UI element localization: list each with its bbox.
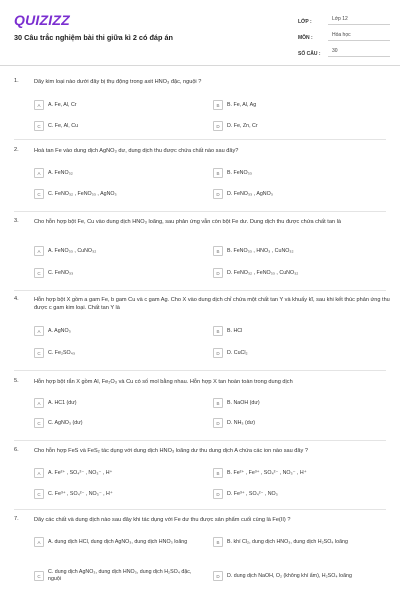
option-text: B. FeNO₃₃ , HNO₃ , CuNO₃₂	[227, 247, 294, 254]
option-text: B. Fe, Al, Ag	[227, 101, 257, 108]
option-letter-box: B	[213, 100, 223, 110]
question-stem: Dãy các chất và dung dịch nào sau đây khi tác dụng với Fe dư thu được sản phẩm cuối cùng là Fe(II) ?	[34, 517, 291, 523]
question-divider	[14, 139, 386, 140]
question-divider	[14, 509, 386, 510]
option-text: A. AgNO₃	[48, 327, 71, 334]
option-b[interactable]	[213, 466, 383, 480]
option-text: C. FeNO₃₂ , FeNO₃₃ , AgNO₃	[48, 190, 117, 197]
option-letter-box: B	[213, 168, 223, 178]
option-letter-box: A	[34, 246, 44, 256]
option-letter-box: B	[213, 246, 223, 256]
option-text: B. khí Cl₂, dung dịch HNO₃, dung dịch H₂SO₄ loãng	[227, 538, 348, 545]
option-a[interactable]	[34, 324, 204, 338]
option-text: D. Fe³⁺ , SO₄²⁻ , NO₃	[227, 490, 278, 497]
option-text: C. Fe, Al, Cu	[48, 122, 79, 129]
option-letter-box: D	[213, 571, 223, 581]
question-stem: Cho hỗn hợp bột Fe, Cu vào dung dịch HNO₃ loãng, sau phản ứng vẫn còn bột Fe dư. Dung dịch thu được chứa chất tan là	[34, 219, 341, 225]
meta-value: Hóa học	[328, 32, 390, 41]
option-letter-box: A	[34, 168, 44, 178]
option-letter-box: B	[213, 537, 223, 547]
option-letter-box: C	[34, 121, 44, 131]
option-letter-box: D	[213, 348, 223, 358]
option-letter-box: A	[34, 398, 44, 408]
option-c[interactable]	[34, 346, 204, 360]
option-text: D. Fe, Zn, Cr	[227, 122, 258, 129]
option-letter-box: A	[34, 326, 44, 336]
option-text: C. Fe³⁺ , SO₄²⁻ , NO₃⁻ , H⁺	[48, 490, 113, 497]
option-d[interactable]	[213, 187, 383, 201]
option-d[interactable]	[213, 266, 383, 280]
question-number: 6.	[14, 447, 19, 453]
option-text: B. FeNO₃₃	[227, 169, 252, 176]
option-a[interactable]	[34, 98, 204, 112]
option-c[interactable]	[34, 416, 204, 430]
meta-value: 30	[328, 48, 390, 57]
option-c[interactable]	[34, 187, 204, 201]
question-number: 5.	[14, 378, 19, 384]
option-c[interactable]	[34, 566, 204, 586]
option-d[interactable]	[213, 416, 383, 430]
option-letter-box: A	[34, 537, 44, 547]
question-divider	[14, 211, 386, 212]
meta-value: Lớp 12	[328, 16, 390, 25]
option-letter-box: D	[213, 189, 223, 199]
option-b[interactable]	[213, 324, 383, 338]
meta-label: SỐ CÂU :	[298, 51, 321, 57]
option-letter-box: C	[34, 268, 44, 278]
question-item	[0, 296, 400, 374]
option-text: C. AgNO₃ (dư)	[48, 419, 83, 426]
option-text: A. FeNO₃₂	[48, 169, 73, 176]
question-stem: Dãy kim loại nào dưới đây bị thụ động trong axit HNO₃ đặc, nguội ?	[34, 79, 202, 85]
option-a[interactable]	[34, 532, 204, 552]
option-letter-box: A	[34, 100, 44, 110]
meta-row-subject	[298, 28, 390, 41]
question-number: 4.	[14, 296, 19, 302]
question-number: 2.	[14, 147, 19, 153]
question-divider	[14, 290, 386, 291]
question-divider	[14, 370, 386, 371]
option-text: D. NH₃ (dư)	[227, 419, 256, 426]
option-text: A. FeNO₃₃ , CuNO₃₂	[48, 247, 97, 254]
question-stem: Hoà tan Fe vào dung dịch AgNO₃ dư, dung dịch thu được chứa chất nào sau đây?	[34, 148, 239, 154]
option-text: D. dung dịch NaOH, O₂ (không khí ẩm), H₂SO₄ loãng	[227, 572, 352, 579]
option-letter-box: C	[34, 571, 44, 581]
question-item	[0, 516, 400, 600]
question-stem: Hỗn hợp bột rắn X gồm Al, Fe₂O₃ và Cu có số mol bằng nhau. Hỗn hợp X tan hoàn toàn trong dung dịch	[34, 379, 293, 385]
option-a[interactable]	[34, 166, 204, 180]
question-number: 7.	[14, 516, 19, 522]
option-letter-box: C	[34, 189, 44, 199]
option-a[interactable]	[34, 466, 204, 480]
question-item	[0, 147, 400, 211]
option-c[interactable]	[34, 266, 204, 280]
meta-row-class	[298, 12, 390, 25]
option-text: A. dung dịch HCl, dung dịch AgNO₃, dung dịch HNO₃ loãng	[48, 538, 188, 545]
option-text: A. Fe, Al, Cr	[48, 101, 77, 108]
worksheet-meta	[298, 12, 390, 60]
option-d[interactable]	[213, 487, 383, 501]
option-c[interactable]	[34, 119, 204, 133]
question-number: 3.	[14, 218, 19, 224]
option-letter-box: D	[213, 489, 223, 499]
question-stem: Cho hỗn hợp FeS và FeS₂ tác dụng với dung dịch HNO₃ loãng dư thu dung dịch A chứa các ion nào sau đây ?	[34, 448, 308, 454]
question-item	[0, 378, 400, 442]
meta-label: LỚP :	[298, 19, 312, 25]
question-number: 1.	[14, 78, 19, 84]
option-d[interactable]	[213, 119, 383, 133]
meta-row-count	[298, 44, 390, 57]
option-a[interactable]	[34, 396, 204, 410]
option-text: C. dung dịch AgNO₃, dung dịch HNO₃, dung dịch H₂SO₄ đặc, nguội	[48, 569, 192, 582]
option-text: A. Fe²⁺ , SO₄²⁻ , NO₃⁻ , H⁺	[48, 469, 113, 476]
option-text: D. FeNO₃₃ , AgNO₃	[227, 190, 273, 197]
option-letter-box: B	[213, 468, 223, 478]
option-letter-box: D	[213, 418, 223, 428]
option-text: D. FeNO₃₂ , FeNO₃₃ , CuNO₃₂	[227, 269, 299, 276]
option-c[interactable]	[34, 487, 204, 501]
worksheet-header	[0, 0, 400, 66]
option-letter-box: C	[34, 348, 44, 358]
option-d[interactable]	[213, 566, 383, 586]
option-letter-box: C	[34, 489, 44, 499]
option-letter-box: B	[213, 326, 223, 336]
worksheet-title: 30 Câu trắc nghiệm bài thi giữa kì 2 có đáp án	[14, 33, 173, 42]
question-stem: Hỗn hợp bột X gồm a gam Fe, b gam Cu và c gam Ag. Cho X vào dung dịch chỉ chứa một chất tan Y và khuấy kĩ, sau khi kết thúc phản ứng thu được c gam kim loại. Chất tan Y là	[34, 297, 390, 312]
question-item	[0, 78, 400, 142]
option-a[interactable]	[34, 244, 204, 258]
option-text: B. HCl	[227, 327, 243, 334]
option-letter-box: A	[34, 468, 44, 478]
option-text: C. FeNO₃₃	[48, 269, 74, 276]
question-item	[0, 218, 400, 294]
question-item	[0, 447, 400, 511]
option-text: B. NaOH (dư)	[227, 399, 260, 406]
option-text: B. Fe²⁺ , Fe³⁺ , SO₄²⁻ , NO₃⁻ , H⁺	[227, 469, 307, 476]
option-b[interactable]	[213, 532, 383, 552]
option-letter-box: D	[213, 121, 223, 131]
option-b[interactable]	[213, 244, 383, 258]
option-b[interactable]	[213, 98, 383, 112]
option-letter-box: C	[34, 418, 44, 428]
option-d[interactable]	[213, 346, 383, 360]
option-text: C. Fe₂SO₄₃	[48, 349, 75, 356]
option-text: D. CuCl₂	[227, 349, 248, 356]
option-letter-box: D	[213, 268, 223, 278]
option-b[interactable]	[213, 166, 383, 180]
option-b[interactable]	[213, 396, 383, 410]
quizizz-logo: QUIZIZZ	[14, 12, 70, 28]
meta-label: MÔN :	[298, 35, 313, 41]
option-text: A. HC1 (dư)	[48, 399, 77, 406]
option-letter-box: B	[213, 398, 223, 408]
question-divider	[14, 440, 386, 441]
